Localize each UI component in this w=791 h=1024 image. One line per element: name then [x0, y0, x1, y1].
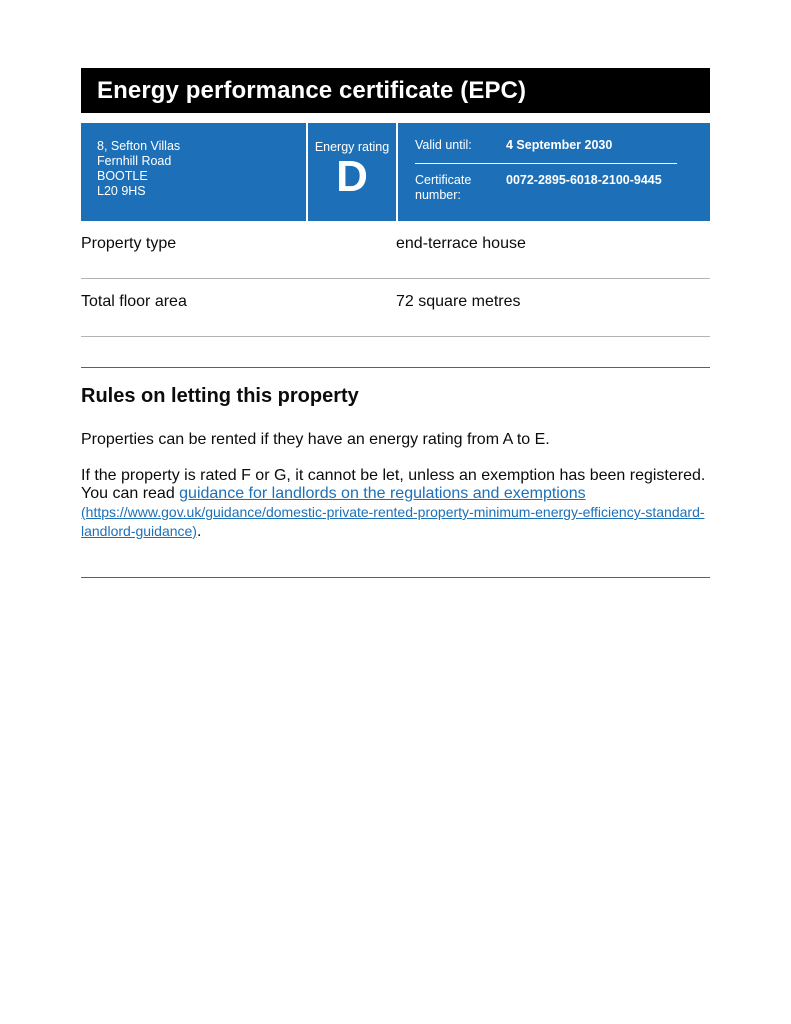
valid-until-label: Valid until:: [415, 138, 472, 152]
epc-document: [81, 68, 710, 578]
address-line: Fernhill Road: [97, 154, 172, 168]
detail-key: Property type: [81, 235, 177, 252]
certificate-number-value: 0072-2895-6018-2100-9445: [506, 173, 662, 187]
rules-paragraph-1: Properties can be rented if they have an energy rating from A to E.: [81, 431, 550, 448]
rules-heading: Rules on letting this property: [81, 385, 359, 407]
detail-row-floor-area: [81, 279, 710, 337]
certificate-number-label: [415, 173, 506, 203]
valid-until-row: [415, 138, 677, 153]
certificate-summary: [81, 123, 710, 221]
bottom-divider: [81, 577, 710, 578]
energy-rating-label: Energy rating: [314, 140, 390, 154]
address-line: BOOTLE: [97, 169, 148, 183]
property-address: [81, 123, 306, 221]
property-details: [81, 221, 710, 337]
rules-paragraph-2-end: .: [196, 523, 202, 540]
rules-paragraph-2: [81, 467, 710, 541]
energy-rating-panel: [308, 123, 396, 221]
certificate-label-line: number:: [415, 188, 461, 202]
certificate-meta: [398, 123, 710, 221]
detail-row-property-type: [81, 221, 710, 279]
certificate-number-row: [415, 173, 677, 203]
detail-value: end-terrace house: [396, 235, 526, 252]
detail-key: Total floor area: [81, 293, 187, 310]
title-bar: [81, 68, 710, 113]
certificate-label-line: Certificate: [415, 173, 472, 187]
address-line: L20 9HS: [97, 184, 146, 198]
energy-rating-letter: D: [336, 152, 368, 201]
page-title: Energy performance certificate (EPC): [97, 76, 527, 104]
rules-paragraph-2-text: If the property is rated F or G, it cannot be let, unless an exemption has been registered. You can read: [81, 467, 706, 502]
valid-until-value: 4 September 2030: [506, 138, 613, 152]
detail-value: 72 square metres: [396, 293, 521, 310]
address-line: 8, Sefton Villas: [97, 139, 181, 153]
section-divider: [81, 367, 710, 368]
landlord-guidance-link[interactable]: guidance for landlords on the regulations and exemptions: [179, 485, 586, 502]
landlord-guidance-url[interactable]: (https://www.gov.uk/guidance/domestic-private-rented-property-minimum-energy-efficiency-standard-landlord-guidance): [81, 504, 705, 539]
meta-divider: [415, 163, 677, 164]
